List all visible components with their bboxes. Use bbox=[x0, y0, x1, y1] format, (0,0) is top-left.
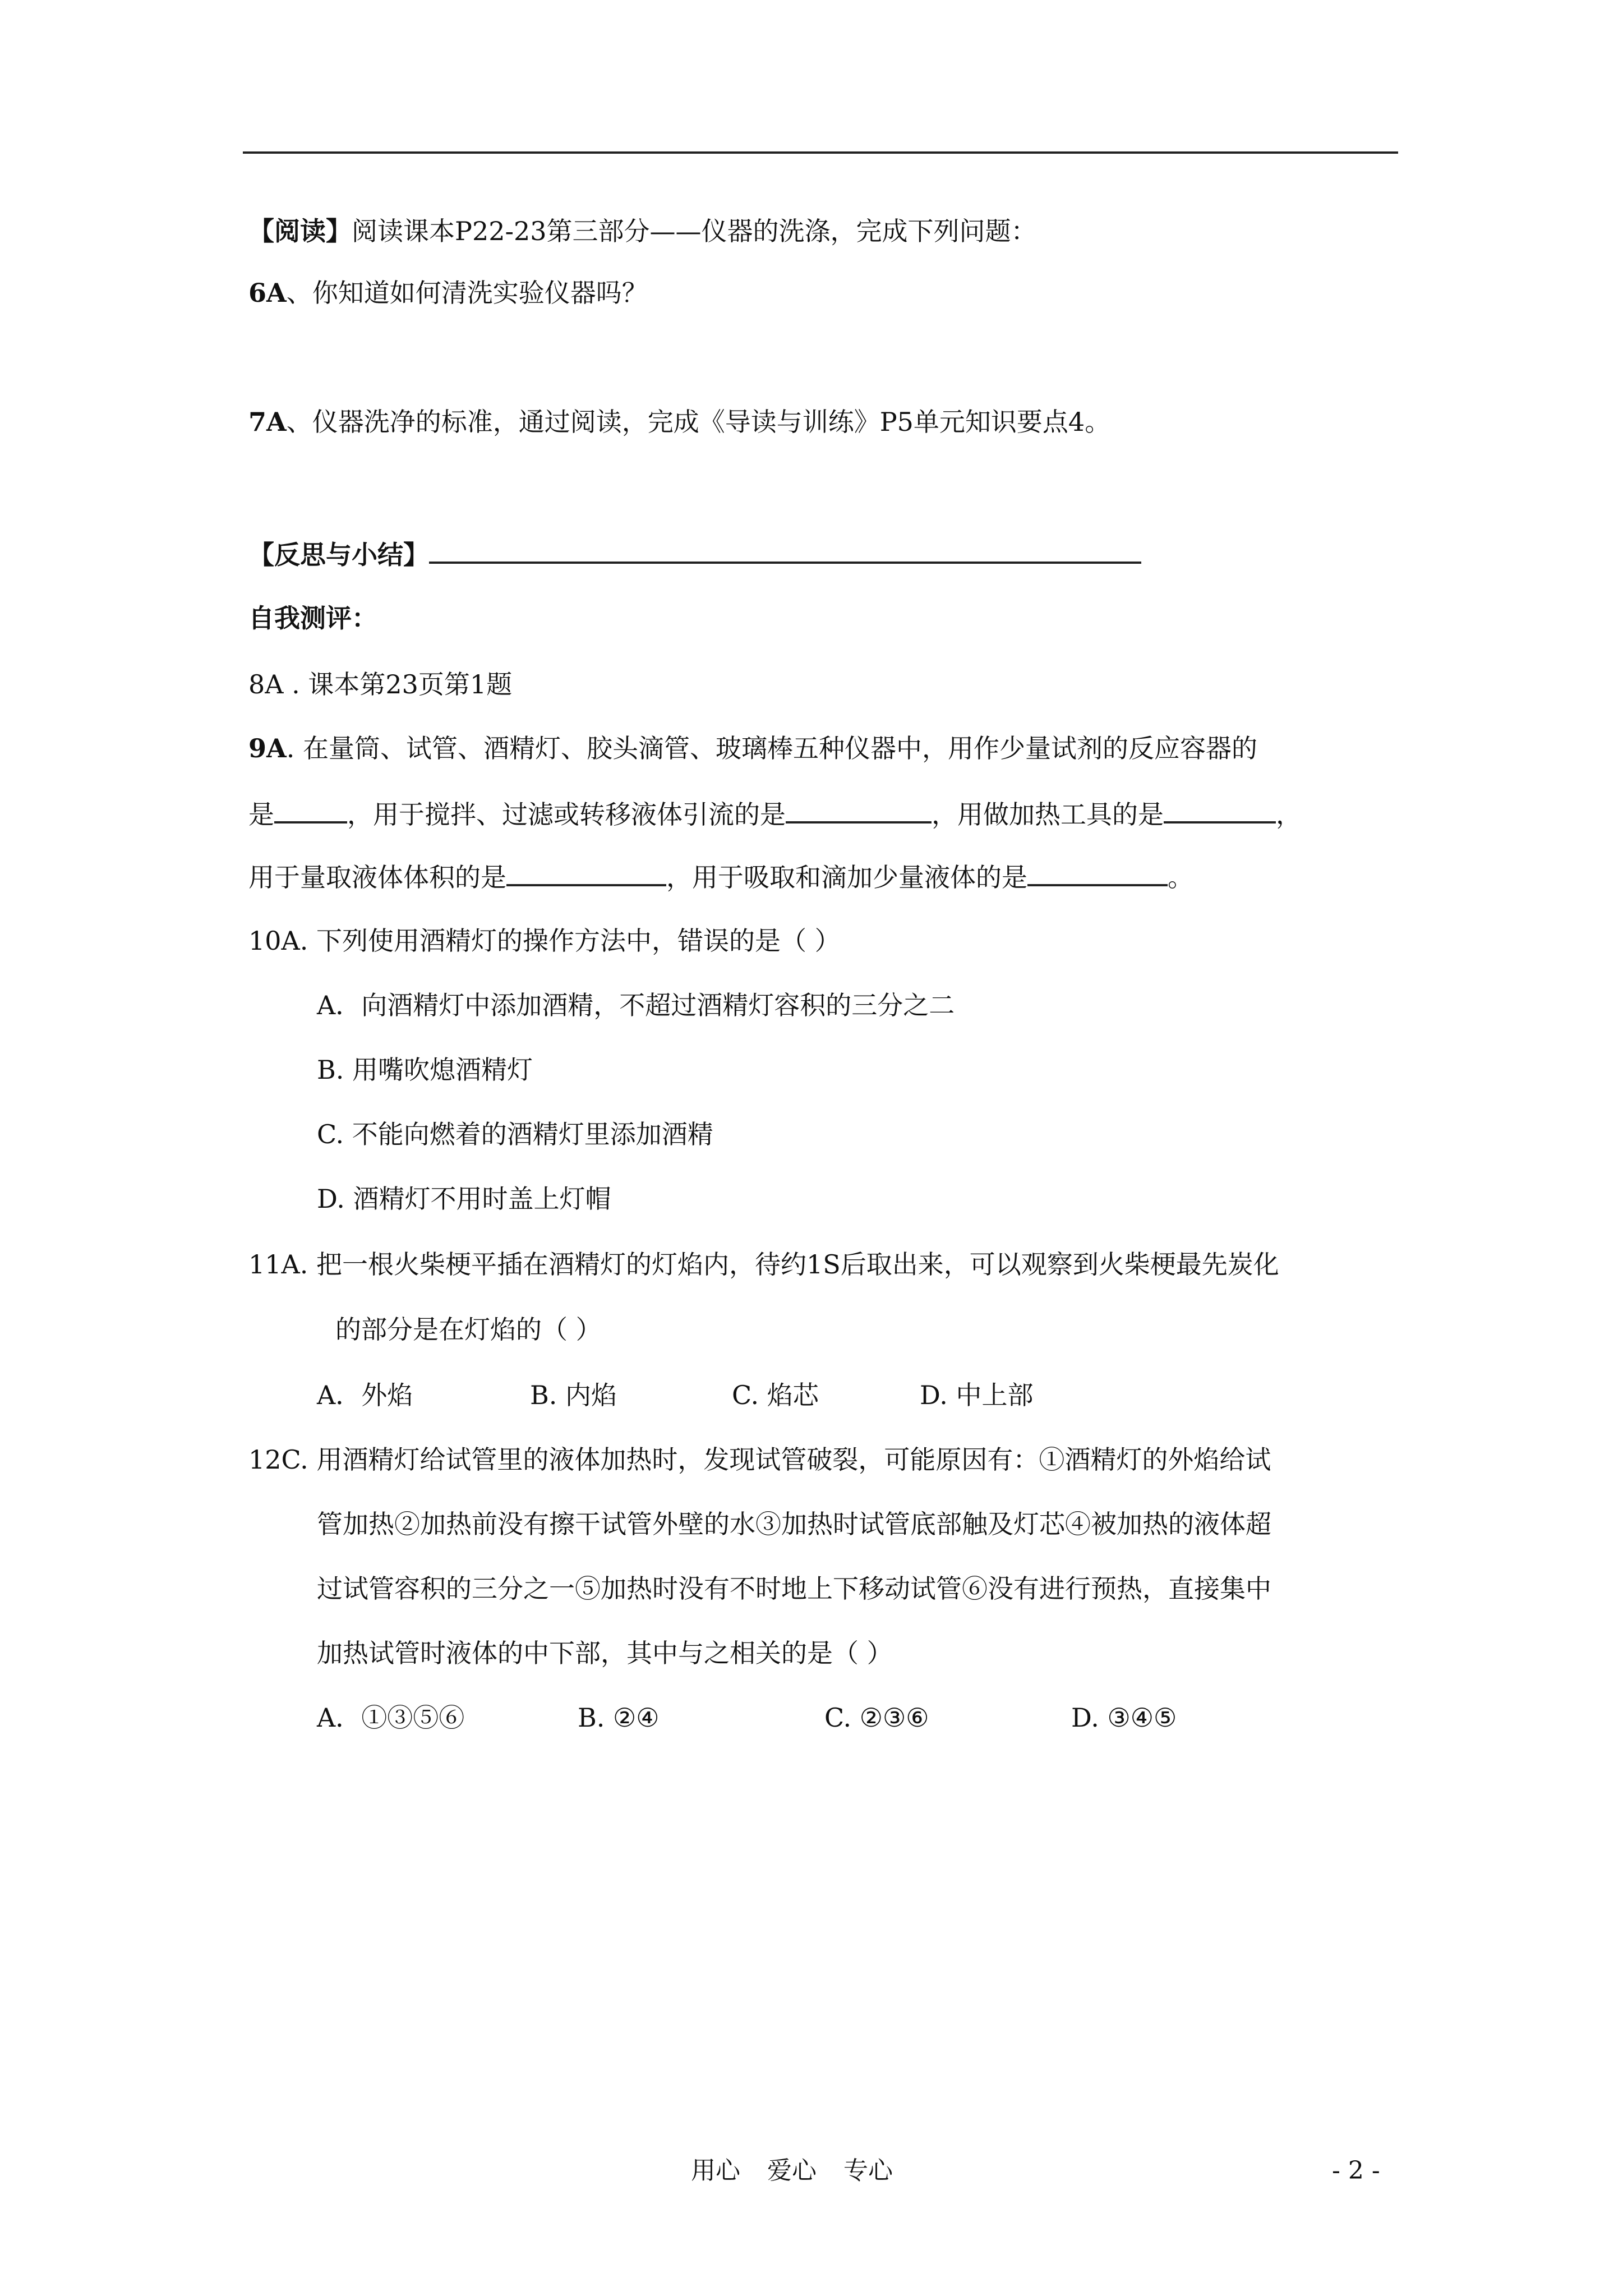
question-7 bbox=[248, 404, 1110, 440]
question-8: 8A . 课本第23页第1题 bbox=[248, 669, 513, 700]
question-9-text: 。 bbox=[1168, 862, 1193, 892]
question-7-number: 7A bbox=[248, 407, 287, 437]
question-12-options bbox=[317, 1700, 1177, 1736]
question-12-option-a[interactable]: A．①③⑤⑥ bbox=[317, 1703, 465, 1733]
question-9-text: 用于量取液体体积的是 bbox=[248, 862, 506, 892]
page-number: - 2 - bbox=[1332, 2156, 1380, 2185]
footer-motto-word: 专心 bbox=[843, 2156, 893, 2185]
self-eval-label: 自我测评： bbox=[248, 603, 377, 633]
answer-blank-stirring[interactable] bbox=[786, 795, 932, 823]
question-12-line-2: 管加热②加热前没有擦干试管外壁的水③加热时试管底部触及灯芯④被加热的液体超 bbox=[317, 1509, 1271, 1539]
question-11-line-2: 的部分是在灯焰的（ ） bbox=[335, 1314, 602, 1345]
reflection-label: 【反思与小结】 bbox=[248, 540, 429, 570]
question-9-text: 是 bbox=[248, 799, 274, 830]
question-7-text: 、仪器洗净的标准，通过阅读，完成《导读与训练》P5单元知识要点4。 bbox=[286, 407, 1111, 437]
question-6-number: 6A bbox=[248, 278, 287, 308]
question-12-option-d[interactable]: D. ③④⑤ bbox=[1071, 1703, 1177, 1733]
question-9-text: ，用做加热工具的是 bbox=[932, 799, 1164, 830]
question-6 bbox=[248, 275, 648, 311]
reading-text: 阅读课本P22-23第三部分——仪器的洗涤，完成下列问题： bbox=[352, 216, 1037, 246]
footer-motto bbox=[691, 2154, 893, 2188]
question-10-option-c[interactable]: C. 不能向燃着的酒精灯里添加酒精 bbox=[317, 1119, 713, 1149]
question-9-text: ， bbox=[1276, 799, 1302, 830]
reflection-blank[interactable] bbox=[429, 536, 1141, 564]
question-9-stem: . 在量筒、试管、酒精灯、胶头滴管、玻璃棒五种仪器中，用作少量试剂的反应容器的 bbox=[286, 733, 1257, 763]
question-11-line-1: 11A. 把一根火柴梗平插在酒精灯的灯焰内，待约1S后取出来，可以观察到火柴梗最先炭化 bbox=[248, 1249, 1279, 1280]
question-9-line-1 bbox=[248, 730, 1257, 766]
answer-blank-heating[interactable] bbox=[1164, 795, 1276, 823]
question-10-option-d[interactable]: D. 酒精灯不用时盖上灯帽 bbox=[317, 1184, 611, 1214]
question-11-option-a[interactable]: A．外焰 bbox=[317, 1380, 413, 1410]
answer-blank-reaction-vessel[interactable] bbox=[274, 795, 347, 823]
question-9-line-2 bbox=[248, 795, 1302, 832]
answer-blank-measuring[interactable] bbox=[506, 858, 666, 886]
header-rule bbox=[243, 151, 1398, 154]
question-12-line-1: 12C. 用酒精灯给试管里的液体加热时，发现试管破裂，可能原因有：①酒精灯的外焰给试 bbox=[248, 1444, 1271, 1475]
answer-blank-dropping[interactable] bbox=[1027, 858, 1168, 886]
question-12-line-3: 过试管容积的三分之一⑤加热时没有不时地上下移动试管⑥没有进行预热，直接集中 bbox=[317, 1573, 1271, 1604]
question-11-options bbox=[317, 1377, 1034, 1413]
question-10-option-b[interactable]: B. 用嘴吹熄酒精灯 bbox=[317, 1055, 533, 1085]
question-10-option-a[interactable]: A．向酒精灯中添加酒精，不超过酒精灯容积的三分之二 bbox=[317, 990, 955, 1020]
reflection-line bbox=[248, 536, 1141, 573]
question-12-line-4: 加热试管时液体的中下部，其中与之相关的是（ ） bbox=[317, 1638, 893, 1668]
reading-tag: 【阅读】 bbox=[248, 216, 352, 246]
question-11-option-b[interactable]: B. 内焰 bbox=[530, 1380, 617, 1410]
question-9-text: ，用于吸取和滴加少量液体的是 bbox=[666, 862, 1027, 892]
question-10-stem: 10A. 下列使用酒精灯的操作方法中，错误的是（ ） bbox=[248, 926, 841, 956]
question-12-option-b[interactable]: B. ②④ bbox=[578, 1703, 660, 1733]
question-11-option-d[interactable]: D. 中上部 bbox=[920, 1380, 1034, 1410]
question-6-text: 、你知道如何清洗实验仪器吗？ bbox=[286, 278, 648, 308]
question-12-option-c[interactable]: C. ②③⑥ bbox=[824, 1703, 929, 1733]
question-9-text: ，用于搅拌、过滤或转移液体引流的是 bbox=[347, 799, 786, 830]
question-11-option-c[interactable]: C. 焰芯 bbox=[732, 1380, 819, 1410]
footer-motto-word: 用心 bbox=[691, 2156, 740, 2185]
question-9-line-3 bbox=[248, 858, 1193, 895]
reading-line bbox=[248, 213, 1037, 249]
footer-motto-word: 爱心 bbox=[767, 2156, 817, 2185]
question-9-number: 9A bbox=[248, 733, 287, 763]
